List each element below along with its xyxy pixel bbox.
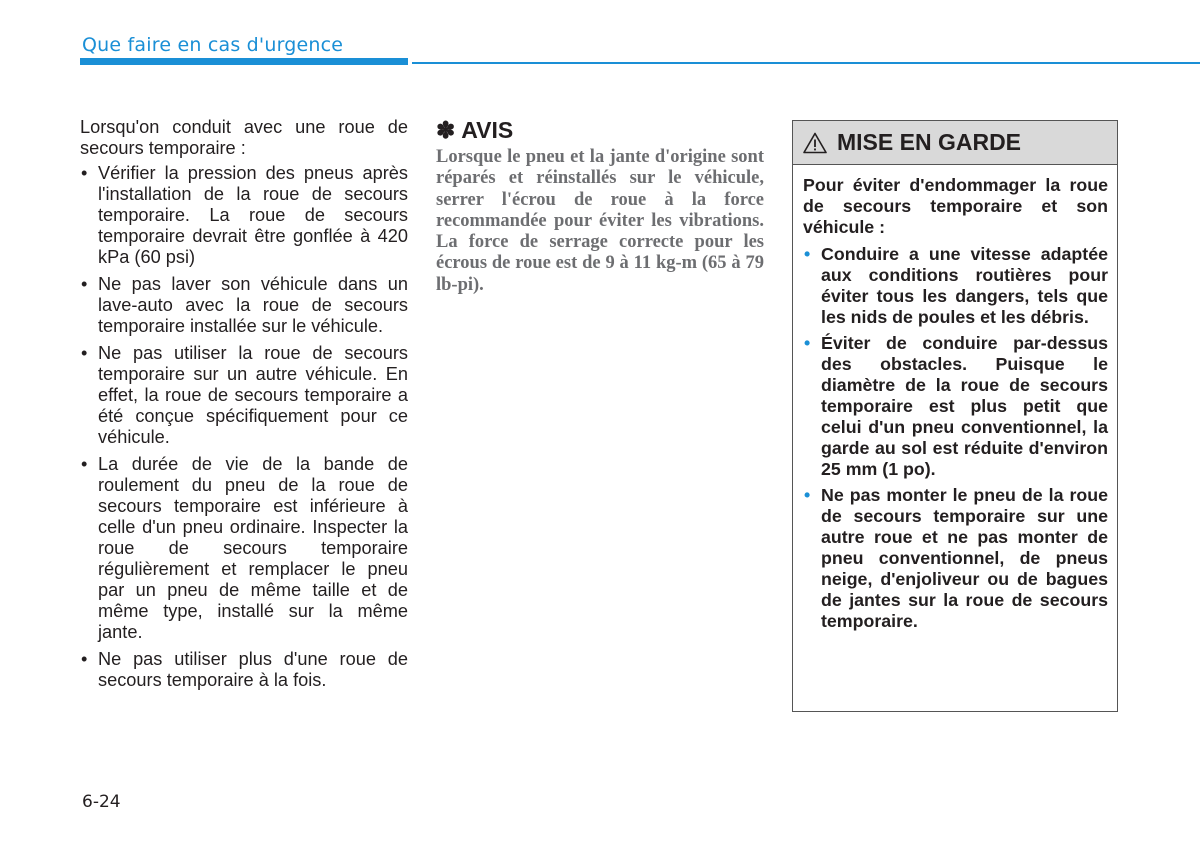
- list-item: • Ne pas utiliser la roue de secours temporaire sur un autre véhicule. En effet, la roue de secours temporaire a été conçue spécifiquement pour ce véhicule.: [80, 343, 408, 448]
- list-item: • Conduire a une vitesse adaptée aux conditions routières pour éviter tous les dangers, tels que les nids de poules et les débris.: [803, 244, 1108, 328]
- asterisk-icon: ✽: [436, 117, 456, 143]
- warning-header: [793, 121, 1117, 165]
- tips-list: [80, 163, 408, 691]
- notice-body: Lorsque le pneu et la jante d'origine sont réparés et réinstallés sur le véhicule, serrer l'écrou de roue à la force recommandée pour éviter les vibrations. La force de serrage correcte pour les écrous de roue est de 9 à 11 kg-m (65 à 79 lb-pi).: [436, 147, 764, 295]
- list-item: • Ne pas utiliser plus d'une roue de secours temporaire à la fois.: [80, 649, 408, 691]
- warning-list: [803, 244, 1108, 632]
- intro-paragraph: Lorsqu'on conduit avec une roue de secours temporaire :: [80, 117, 408, 158]
- header-rule-thick: [80, 58, 408, 65]
- warning-box: [792, 120, 1118, 712]
- warning-body: [793, 165, 1117, 632]
- header-rule-thin: [412, 62, 1200, 64]
- section-title: Que faire en cas d'urgence: [82, 34, 344, 56]
- list-item: • La durée de vie de la bande de roulement du pneu de la roue de secours temporaire est inférieure à celle d'un pneu ordinaire. Inspecter la roue de secours temporaire régulièrement et remplacer le pneu par un pneu de même taille et de même type, installé sur la même jante.: [80, 454, 408, 643]
- warning-intro: Pour éviter d'endommager la roue de secours temporaire et son véhicule :: [803, 175, 1108, 237]
- notice-block: [436, 116, 764, 296]
- notice-heading: [436, 116, 764, 144]
- warning-triangle-icon: [803, 132, 827, 154]
- list-item: • Éviter de conduire par-dessus des obstacles. Puisque le diamètre de la roue de secours temporaire est plus petit que celui d'un pneu conventionnel, la garde au sol est réduite d'environ 25 mm (1 po).: [803, 333, 1108, 480]
- left-column: [80, 117, 408, 697]
- notice-title: AVIS: [461, 117, 514, 143]
- page-number: 6-24: [82, 792, 121, 812]
- list-item: • Ne pas monter le pneu de la roue de secours temporaire sur une autre roue et ne pas monter de pneu conventionnel, de pneus neige, d'enjoliveur ou de bagues de jantes sur la roue de secours temporaire.: [803, 485, 1108, 632]
- list-item: • Vérifier la pression des pneus après l'installation de la roue de secours temporaire. La roue de secours temporaire devrait être gonflée à 420 kPa (60 psi): [80, 163, 408, 268]
- warning-title: MISE EN GARDE: [837, 129, 1022, 155]
- list-item: • Ne pas laver son véhicule dans un lave-auto avec la roue de secours temporaire installée sur le véhicule.: [80, 274, 408, 337]
